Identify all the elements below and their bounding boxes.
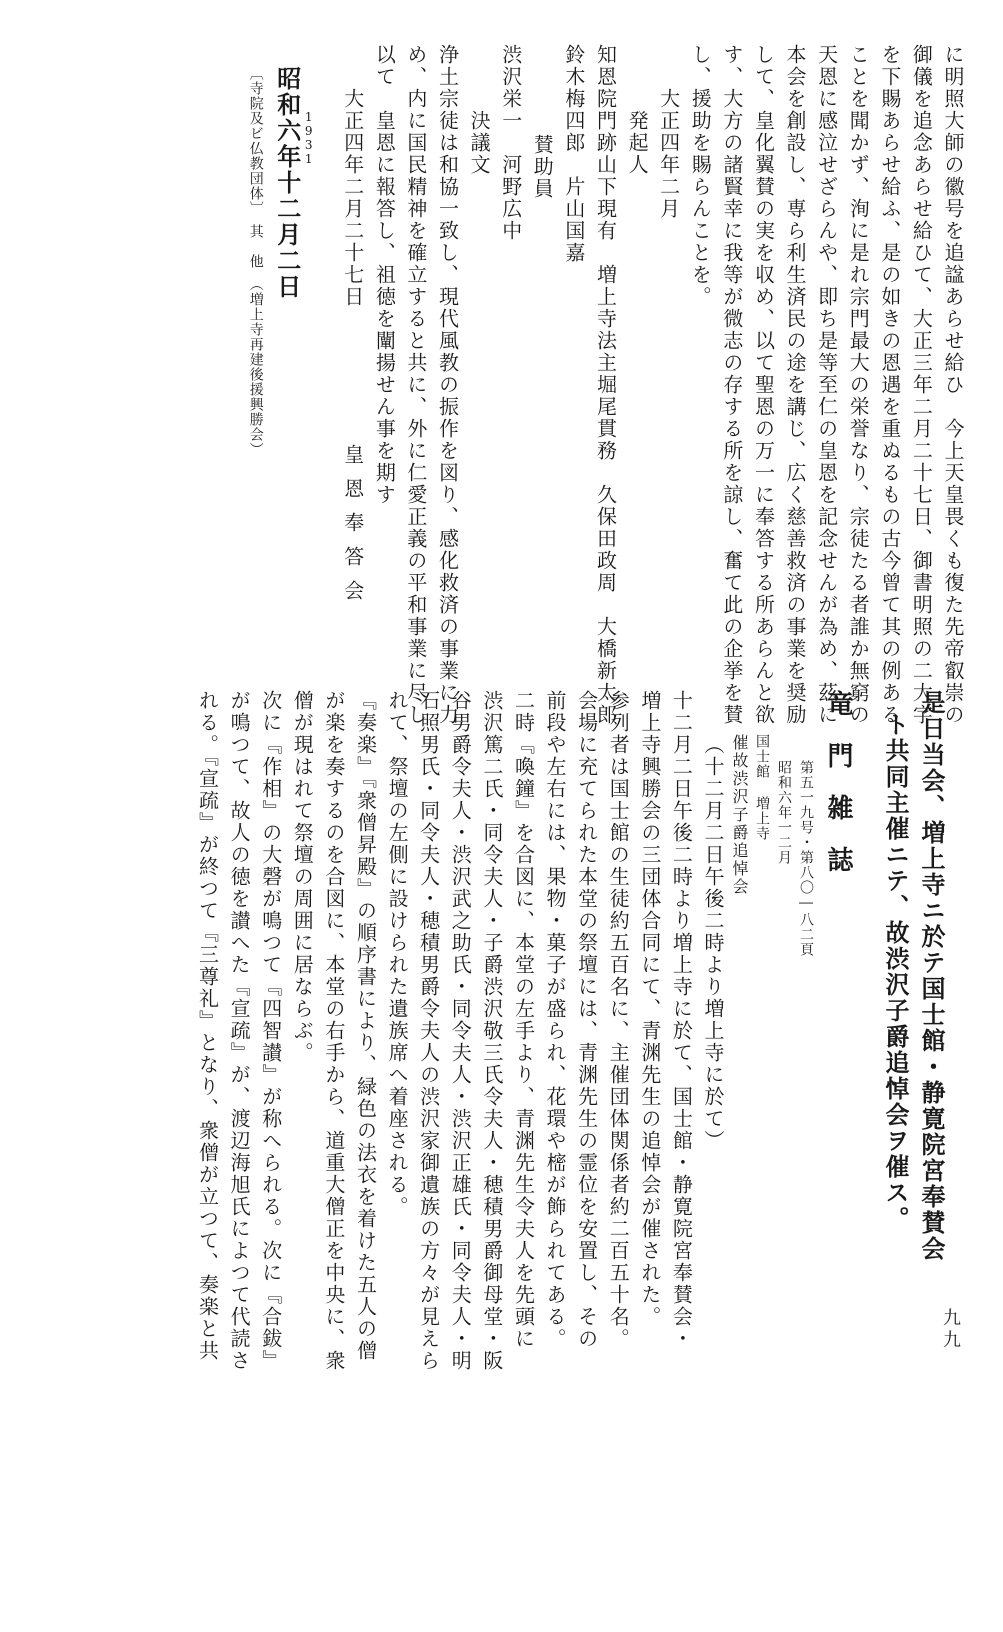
text-column: 谷男爵令夫人・渋沢武之助氏・同令夫人・渋沢正雄氏・同令夫人・明 [448,690,473,1372]
text-column: れる。『宣疏』が終つて『三尊礼』となり、衆僧が立つて、奏楽と共 [195,690,220,1362]
text-column: 本会を創設し、専ら利生済民の途を講じ、広く慈善救済の事業を奨励 [783,44,808,726]
text-column: に明照大師の徽号を追諡あらせ給ひ 今上天皇畏くも復た先帝叡崇の [941,44,965,726]
org-signature: 皇恩奉答会 [340,444,365,614]
text-column: 十二月二日午後二時より増上寺に於て、国士館・静寛院宮奉賛会・ [669,690,694,1350]
journal-title: 竜門雑誌 [823,690,853,898]
supporters-list: 渋沢栄一 河野広中 [498,44,523,242]
text-column: して、皇化翼賛の実を収め、以て聖恩の万一に奉答する所あらんと欲 [751,44,776,726]
text-column: を下賜あらせ給ふ、是の如きの恩遇を重ぬるもの古今曾て其の例ある [877,44,902,726]
promoters-label: 発起人 [625,110,650,176]
page-number: 九九 [940,1308,961,1352]
text-column: ことを聞かず、洵に是れ宗門最大の栄誉なり、宗徒たる者誰か無窮の [846,44,871,726]
text-column: れて、祭壇の左側に設けられた遺族席へ着座される。 [385,690,410,1218]
resolution-label: 決議文 [467,110,492,176]
entry-heading: ト共同主催ニテ、故渋沢子爵追悼会ヲ催ス。 [881,712,910,1232]
text-column: 二時『喚鐘』を合図に、本堂の左手より、青渊先生令夫人を先頭に [511,690,536,1350]
promoters-list: 鈴木梅四郎 片山国嘉 [561,44,586,264]
entry-date: 昭和六年十二月二日 [272,66,302,300]
text-column: 前段や左右には、果物・菓子が盛られ、花環や樒が飾られてある。 [543,690,568,1350]
text-column: 僧が現はれて祭壇の周囲に居ならぶ。 [290,690,315,1064]
resolution-date: 大正四年二月二十七日 [340,88,365,308]
journal-issue: 第五一九号・第八〇―八二頁 [798,760,814,957]
text-column: し、援助を賜らんことを。 [688,44,713,308]
resolution-text: 浄土宗徒は和協一致し、現代風教の振作を図り、感化救済の事業に力 [435,44,460,726]
text-column: す、大方の諸賢幸に我等が微志の存する所を諒し、奮て此の企挙を賛 [719,44,744,726]
event-org: 国士館 増上寺 [754,734,770,841]
event-title-block [723,690,769,1350]
date-line: 大正四年二月 [656,88,681,220]
text-column: 次に『作相』の大磬が鳴つて『四智讃』が称へられる。次に『合鈸』 [258,690,283,1372]
text-column: 渋沢篤二氏・同令夫人・子爵渋沢敬三氏令夫人・穂積男爵御母堂・阪 [479,690,504,1372]
text-column: 『奏楽』『衆僧昇殿』の順序書により、緑色の法衣を着けた五人の僧 [353,690,378,1362]
text-column: 石照男氏・同令夫人・穂積男爵令夫人の渋沢家御遺族の方々が見えら [416,690,441,1372]
text-column: 天恩に感泣せざらんや、即ち是等至仁の皇恩を記念せんが為め、茲に [814,44,839,726]
promoters-list: 知恩院門跡山下現有 増上寺法主堀尾貫務 久保田政周 大橋新太郎 [593,44,618,726]
resolution-text: め、内に国民精神を確立すると共に、外に仁愛正義の平和事業に尽し [403,44,428,726]
event-title: 催故渋沢子爵追悼会 [730,734,749,896]
section-caption: 〔寺院及ビ仏教団体〕 其 他 （増上寺再建後援興勝会） [247,66,264,457]
text-column: 御儀を追念あらせ給ひて、大正三年二月二十七日、御書明照の二大字 [909,44,934,726]
source-citation [769,690,851,1350]
text-column: が楽を奏するのを合図に、本堂の右手から、道重大僧正を中央に、衆 [321,690,346,1372]
text-column: 会場に充てられた本堂の祭壇には、青渊先生の霊位を安置し、その [574,690,599,1350]
resolution-text: 以て 皇恩に報答し、祖徳を闡揚せん事を期す [372,44,397,506]
entry-heading: 是日当会、増上寺ニ於テ国士館・静寛院宮奉賛会 [917,690,946,1262]
event-time: （十二月二日午後二時より増上寺に於て） [701,734,725,1152]
lower-section [40,690,963,1372]
text-column: 増上寺興勝会の三団体合同にて、青渊先生の追悼会が催された。 [637,690,662,1328]
upper-section [40,44,965,726]
supporters-label: 賛助員 [530,134,555,200]
text-column: が鳴つて、故人の徳を讃へた『宣疏』が、渡辺海旭氏によつて代読さ [227,690,252,1372]
text-column: 参列者は国士館の生徒約五百名に、主催団体関係者約二百五十名。 [606,690,631,1350]
journal-date: 昭和六年一二月 [776,760,792,865]
western-year-note: 1931 [301,110,316,166]
